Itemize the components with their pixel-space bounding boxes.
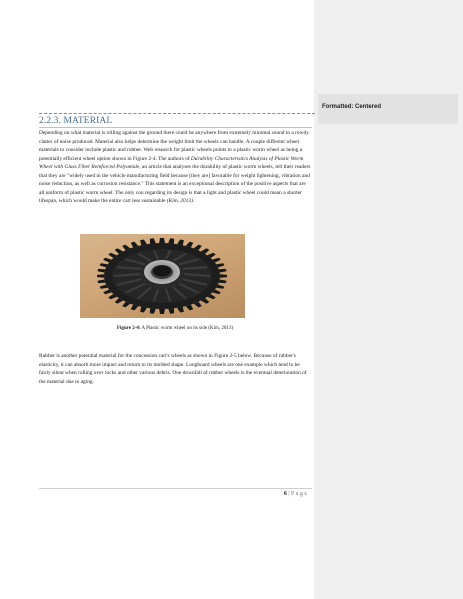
gear-tooth: [150, 238, 156, 243]
citation: (Kim, 2013): [166, 198, 193, 204]
gear-tooth: [150, 308, 156, 313]
caption-text: A Plastic worm wheel on its side (Kim, 2013): [140, 326, 234, 331]
caption-label: Figure 2-4:: [116, 326, 141, 331]
page-number: 6: [283, 491, 287, 497]
paragraph-rubber: Rubber is another potential material for the concession cart's wheels as shown in Figure 2-5 below. Because of rubber's elasticity, it can absorb more impact and return to its molded shape. Longboard wheels are one example which tend to be fairly silent when rolling over rocks and other various debris. One downfall of rubber wheels is the eventual deterioration of the material due to aging.: [39, 353, 307, 385]
gear-tooth: [98, 269, 106, 273]
paragraph-material-intro: [39, 129, 311, 206]
footer-separator: |: [286, 491, 292, 497]
article-title: Durability Characteristics Analysis of Plastic Worm Wheel with Glass Fiber Reinforced Polyamide: [39, 155, 304, 170]
gear-tooth: [168, 308, 174, 313]
gear-tooth: [220, 274, 227, 277]
gear-tooth: [159, 238, 165, 243]
figure-caption: [39, 326, 311, 331]
worm-wheel-image: [80, 234, 245, 318]
heading-rule: [39, 127, 312, 128]
page-footer: [284, 491, 307, 497]
gear-tooth: [219, 269, 227, 273]
gear-tooth: [219, 280, 227, 284]
comment-label: Formatted: Centered: [322, 104, 382, 110]
paragraph-text: Depending on what material is rolling against the ground there could be anywhere from extremely minimal sound to a rowdy clatter of noise produced. Material also helps determine the weight limit the wheels can handle. A couple different wheel materials to consider include plastic and rubber. Web research for plastic wheels points to a plastic worm wheel as being a potentially efficient wheel option shown in Figure 2-4. The authors of: [39, 130, 309, 162]
paragraph-text: , an article that analyses the durability of plastic worm wheels, tell their readers that they are "widely used in the vehicle manufacturing field because [they are] favorable for weight lightening, vibration and noise reduction, as well as corrosion resistance." This statement is an exceptional description of the positive aspects that are all uniform of plastic worm wheel. The only con regarding its design is that a light and plastic wheel could mean a shorter lifespan, which would make the entire cart less sustainable: [39, 164, 311, 204]
gear-tooth: [159, 309, 165, 314]
comment-pane: [314, 0, 463, 599]
gear-tooth: [98, 280, 106, 284]
section-heading: 2.2.3. MATERIAL: [39, 116, 113, 126]
gear-tooth: [97, 274, 104, 277]
gear-tooth: [168, 238, 174, 243]
page-label: P a g e: [291, 491, 307, 497]
footer-rule: [39, 488, 312, 489]
worm-wheel-photo: [80, 234, 245, 318]
comment-connector-line: [39, 113, 315, 114]
paragraph-text: .: [192, 198, 195, 204]
